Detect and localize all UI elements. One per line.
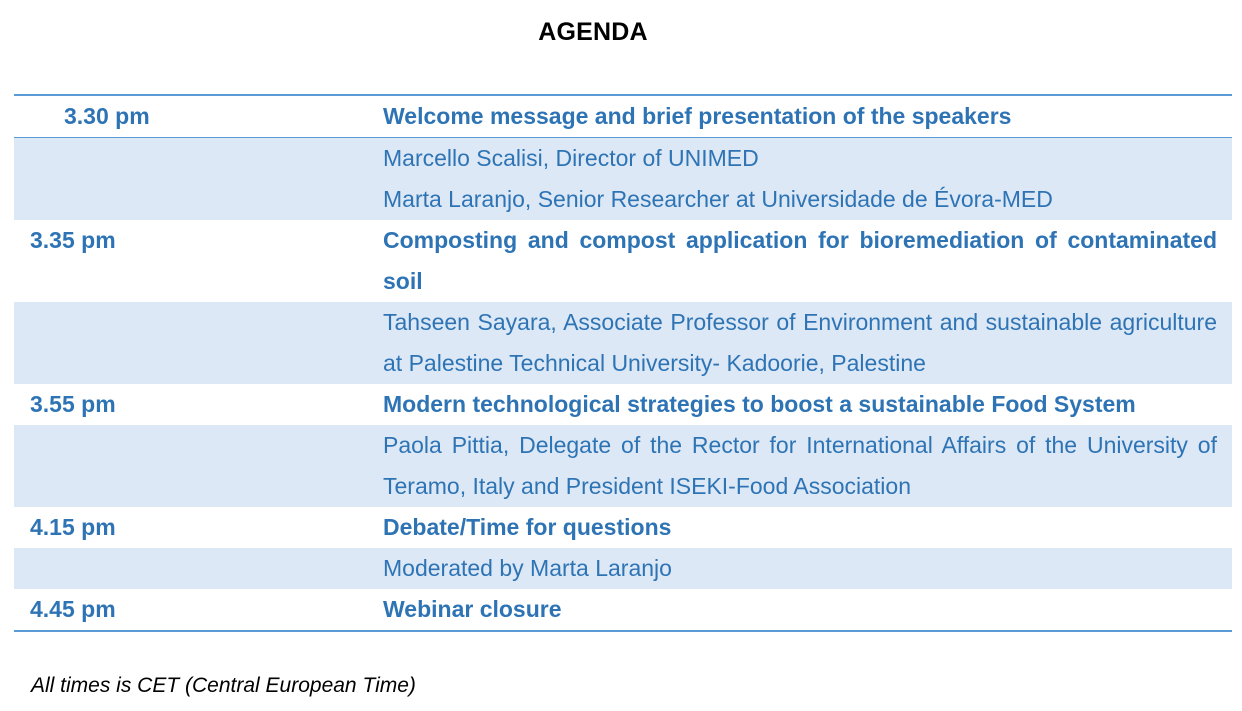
session-title: Welcome message and brief presentation of the speakers <box>383 103 1012 129</box>
session-time: 3.35 pm <box>30 227 116 253</box>
speaker-line <box>383 138 1217 220</box>
speaker-description: Tahseen Sayara, Associate Professor of Environment and sustainable agriculture at Palestine Technical University- Kadoorie, Palestine <box>383 309 1217 376</box>
agenda-title: AGENDA <box>538 18 648 46</box>
session-title: Webinar closure <box>383 596 562 622</box>
session-title: Composting and compost application for bioremediation of contaminated soil <box>383 227 1217 294</box>
timezone-footnote: All times is CET (Central European Time) <box>31 674 416 697</box>
session-time: 3.55 pm <box>30 391 116 417</box>
agenda-item-header <box>14 507 1232 548</box>
agenda-item-details <box>14 425 1232 507</box>
agenda-item-header <box>14 384 1232 425</box>
session-title: Modern technological strategies to boost a sustainable Food System <box>383 391 1136 417</box>
session-time: 4.15 pm <box>30 514 116 540</box>
moderator-line: Moderated by Marta Laranjo <box>383 555 672 581</box>
session-time: 4.45 pm <box>30 596 116 622</box>
speaker-description: Paola Pittia, Delegate of the Rector for International Affairs of the University of Teramo, Italy and President ISEKI-Food Association <box>383 432 1217 499</box>
agenda-item-details <box>14 548 1232 589</box>
agenda-item-header <box>14 589 1232 630</box>
agenda-table <box>14 94 1232 632</box>
speaker-name: Marcello Scalisi, Director of UNIMED <box>383 145 759 171</box>
agenda-item-header <box>14 220 1232 302</box>
agenda-item-details <box>14 138 1232 220</box>
agenda-item-header <box>14 96 1232 138</box>
session-time: 3.30 pm <box>64 103 150 129</box>
agenda-item-details <box>14 302 1232 384</box>
speaker-name: Marta Laranjo, Senior Researcher at Universidade de Évora-MED <box>383 186 1053 212</box>
session-title: Debate/Time for questions <box>383 514 672 540</box>
